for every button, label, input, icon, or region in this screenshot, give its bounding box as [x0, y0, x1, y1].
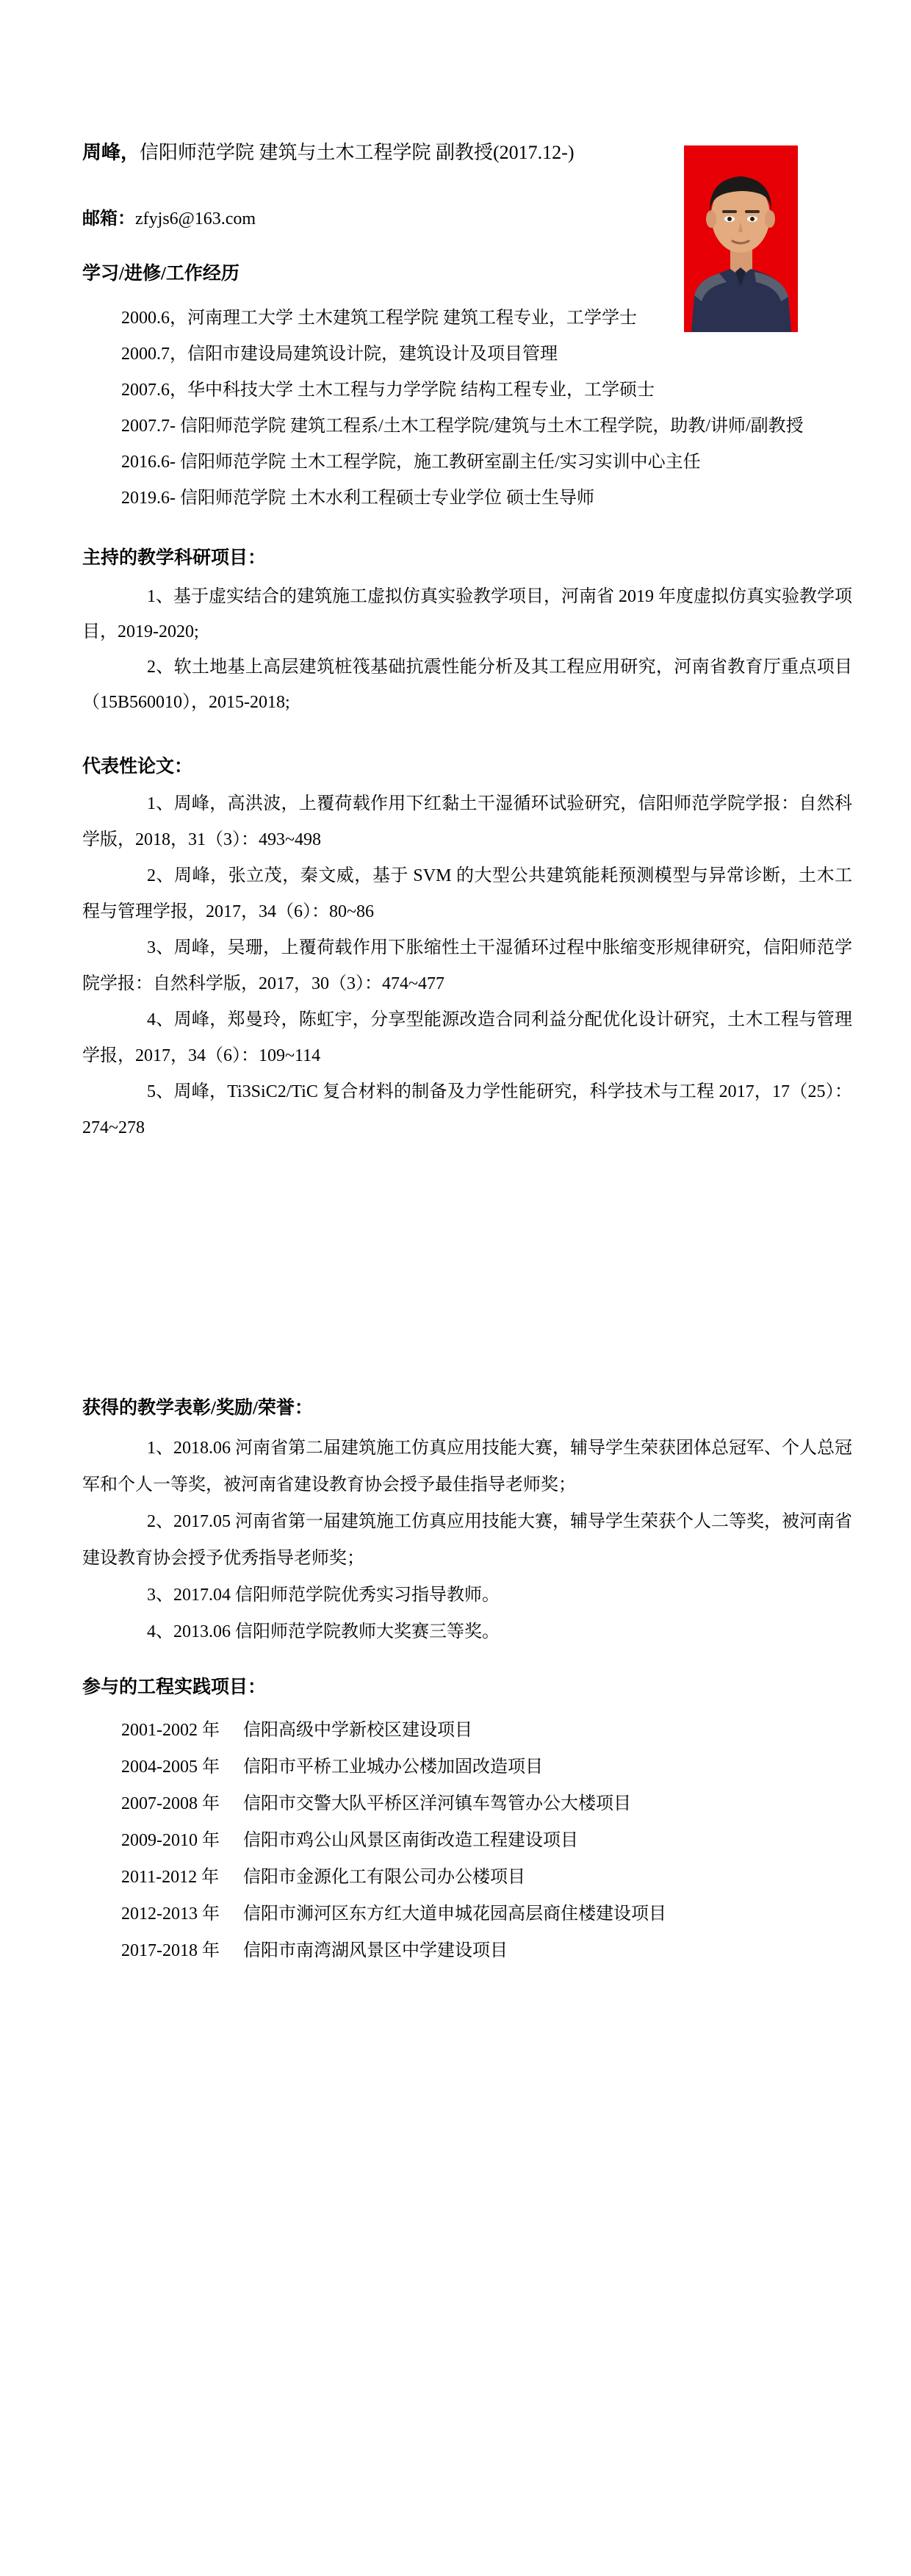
section-heading-practice-projects: 参与的工程实践项目： — [82, 1677, 267, 1697]
award-item: 3、2017.04 信阳师范学院优秀实习指导教师。 — [147, 1586, 500, 1605]
paper-item: 4、周峰，郑曼玲，陈虹宇，分享型能源改造合同利益分配优化设计研究，土木工程与管理学报，2017，34（6）：109~114 — [82, 1010, 852, 1065]
practice-project-row — [82, 1822, 852, 1859]
section-heading-research-projects: 主持的教学科研项目： — [82, 548, 267, 568]
person-title: 信阳师范学院 建筑与土木工程学院 副教授(2017.12-) — [140, 142, 575, 163]
email-label: 邮箱： — [82, 209, 135, 229]
project-period: 2004-2005 年 — [121, 1757, 220, 1777]
paper-item: 3、周峰，吴珊，上覆荷载作用下胀缩性土干湿循环过程中胀缩变形规律研究，信阳师范学院学报：自然科学版，2017，30（3）：474~477 — [82, 938, 852, 993]
project-period: 2011-2012 年 — [121, 1868, 220, 1887]
practice-project-row — [82, 1896, 852, 1932]
section-heading-papers: 代表性论文： — [82, 757, 193, 777]
project-period: 2001-2002 年 — [121, 1721, 220, 1740]
project-period: 2012-2013 年 — [121, 1904, 220, 1924]
experience-list — [82, 301, 852, 517]
research-project-item: 1、基于虚实结合的建筑施工虚拟仿真实验教学项目，河南省 2019 年度虚拟仿真实验教学项目，2019-2020; — [82, 587, 852, 641]
research-projects-list — [82, 579, 852, 720]
practice-project-row — [82, 1712, 852, 1749]
email-value: zfyjs6@163.com — [135, 209, 256, 229]
project-period: 2017-2018 年 — [121, 1941, 220, 1960]
project-name: 信阳市鸡公山风景区南街改造工程建设项目 — [243, 1831, 578, 1850]
papers-list — [82, 786, 852, 1146]
project-period: 2007-2008 年 — [121, 1794, 220, 1813]
person-name: 周峰， — [82, 142, 140, 163]
project-name: 信阳高级中学新校区建设项目 — [243, 1721, 472, 1740]
section-heading-experience: 学习/进修/工作经历 — [82, 264, 240, 284]
paper-item: 5、周峰，Ti3SiC2/TiC 复合材料的制备及力学性能研究，科学技术与工程 2017，17（25）：274~278 — [82, 1082, 852, 1137]
section-heading-awards: 获得的教学表彰/奖励/荣誉： — [82, 1398, 313, 1418]
practice-projects-list — [82, 1712, 852, 1969]
experience-item: 2000.7，信阳市建设局建筑设计院，建筑设计及项目管理 — [121, 345, 558, 364]
award-item: 4、2013.06 信阳师范学院教师大奖赛三等奖。 — [147, 1622, 500, 1641]
experience-item: 2007.6，华中科技大学 土木工程与力学学院 结构工程专业，工学硕士 — [121, 381, 655, 400]
project-name: 信阳市金源化工有限公司办公楼项目 — [243, 1868, 525, 1887]
research-project-item: 2、软土地基上高层建筑桩筏基础抗震性能分析及其工程应用研究，河南省教育厅重点项目（15B560010），2015-2018; — [82, 658, 852, 712]
experience-item: 2007.7- 信阳师范学院 建筑工程系/土木工程学院/建筑与土木工程学院，助教/讲师/副教授 — [121, 417, 804, 436]
practice-project-row — [82, 1932, 852, 1969]
experience-item: 2019.6- 信阳师范学院 土木水利工程硕士专业学位 硕士生导师 — [121, 489, 594, 508]
experience-item: 2016.6- 信阳师范学院 土木工程学院，施工教研室副主任/实习实训中心主任 — [121, 453, 701, 472]
project-name: 信阳市平桥工业城办公楼加固改造项目 — [243, 1757, 543, 1777]
paper-item: 2、周峰，张立茂，秦文威，基于 SVM 的大型公共建筑能耗预测模型与异常诊断，土木工程与管理学报，2017，34（6）：80~86 — [82, 866, 852, 921]
project-name: 信阳市南湾湖风景区中学建设项目 — [243, 1941, 508, 1960]
practice-project-row — [82, 1749, 852, 1785]
award-item: 2、2017.05 河南省第一届建筑施工仿真应用技能大赛，辅导学生荣获个人二等奖，被河南省建设教育协会授予优秀指导老师奖； — [82, 1512, 852, 1568]
award-item: 1、2018.06 河南省第二届建筑施工仿真应用技能大赛，辅导学生荣获团体总冠军、个人总冠军和个人一等奖，被河南省建设教育协会授予最佳指导老师奖； — [82, 1439, 852, 1494]
practice-project-row — [82, 1785, 852, 1822]
project-period: 2009-2010 年 — [121, 1831, 220, 1850]
awards-list — [82, 1430, 852, 1650]
experience-item: 2000.6，河南理工大学 土木建筑工程学院 建筑工程专业，工学学士 — [121, 309, 637, 328]
paper-item: 1、周峰，高洪波，上覆荷载作用下红黏土干湿循环试验研究，信阳师范学院学报：自然科学版，2018，31（3）：493~498 — [82, 794, 852, 849]
practice-project-row — [82, 1859, 852, 1896]
project-name: 信阳市交警大队平桥区洋河镇车驾管办公大楼项目 — [243, 1794, 631, 1813]
project-name: 信阳市浉河区东方红大道申城花园高层商住楼建设项目 — [243, 1904, 666, 1924]
